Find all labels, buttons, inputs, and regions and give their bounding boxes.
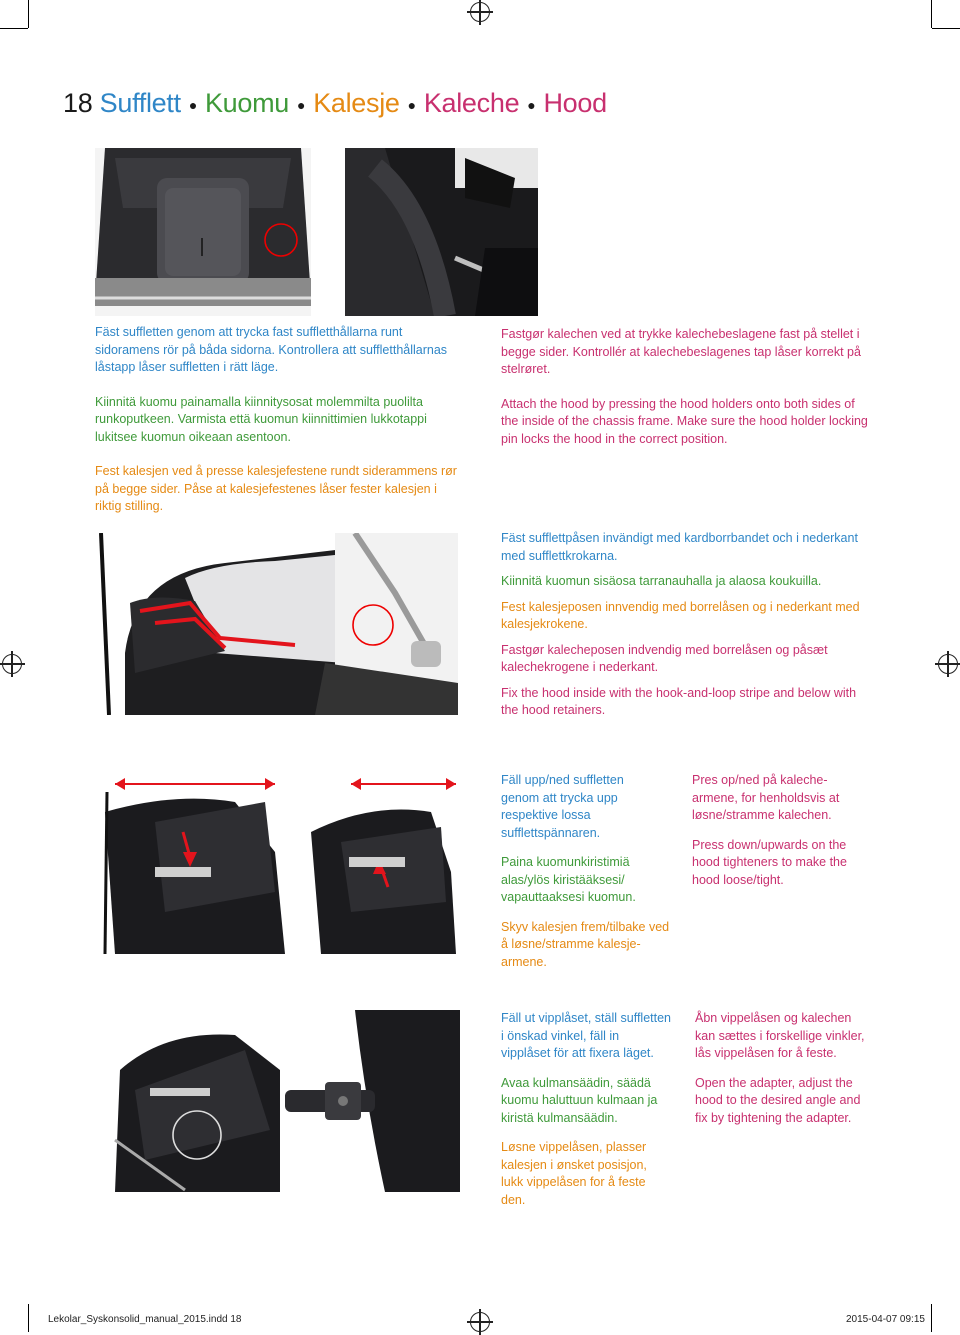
section4-en: Open the adapter, adjust the hood to the desired angle and fix by tightening the adapter. — [695, 1075, 861, 1125]
section4-fi: Avaa kulmansäädin, säädä kuomu haluttuun kulmaan ja kiristä kulmansäädin. — [501, 1075, 658, 1125]
title-sv: Sufflett — [99, 88, 181, 118]
section3-sv: Fäll upp/ned suffletten genom att trycka upp respektive lossa sufflettspännaren. — [501, 773, 624, 840]
crop-mark-bl-v — [28, 1304, 29, 1332]
crop-mark-tr-h — [932, 28, 960, 29]
section2-fi: Kiinnitä kuomun sisäosa tarranauhalla ja alaosa koukuilla. — [501, 574, 822, 588]
photo-hood-angle — [95, 1010, 285, 1192]
section3-en: Press down/upwards on the hood tighteners to make the hood loose/tight. — [692, 837, 847, 887]
photo-hood-holder-closeup — [345, 148, 538, 316]
section4-da: Åbn vippelåsen og kalechen kan sættes i forskellige vinkler, lås vippelåsen for å feste. — [695, 1011, 865, 1060]
title-no: Kalesje — [313, 88, 400, 118]
footer-file: Lekolar_Syskonsolid_manual_2015.indd 18 — [48, 1314, 242, 1325]
section2-no: Fest kalesjeposen innvendig med borrelåsen og i nederkant med kalesjekrokene. — [501, 599, 860, 631]
section3-col1-text — [501, 772, 670, 971]
section3-col2-text — [692, 772, 862, 889]
title-fi: Kuomu — [204, 88, 290, 118]
bullet-icon: ● — [407, 96, 416, 113]
section2-da: Fastgør kalecheposen indvendig med borrelåsen og påsæt kalechekrogene i nederkant. — [501, 642, 828, 674]
title-da: Kaleche — [423, 88, 520, 118]
section1-en: Attach the hood by pressing the hood holders onto both sides of the inside of the chassis frame. Make sure the hood holder locking pin locks the hood in the correct position. — [501, 396, 868, 446]
photo-hood-tightener-down — [95, 772, 291, 954]
registration-mark-icon — [2, 654, 22, 674]
section4-no: Løsne vippelåsen, plasser kalesjen i ønsket posisjon, lukk vippelåsen for å feste den. — [501, 1140, 647, 1207]
section2-en: Fix the hood inside with the hook-and-loop stripe and below with the hood retainers. — [501, 685, 857, 717]
section4-sv: Fäll ut vipplåset, ställ suffletten i önskad vinkel, fäll in vipplåset för att fixera läget. — [501, 1011, 671, 1060]
registration-mark-icon — [470, 2, 490, 22]
section1-da: Fastgør kalechen ved at trykke kalechebeslagene fast på stellet i begge sider. Kontrollér at kalechebeslagenes tap låser korrekt på stelrøret. — [501, 327, 861, 376]
section4-col2-text — [695, 1010, 873, 1127]
registration-mark-icon — [470, 1312, 490, 1332]
section4-col1-text — [501, 1010, 671, 1209]
section2-text — [501, 530, 871, 720]
crop-mark-br-v — [931, 1304, 932, 1332]
photo-adapter-closeup — [285, 1010, 460, 1192]
section1-no: Fest kalesjen ved å presse kalesjefestene rundt siderammens rør på begge sider. Påse at kalesjefestenes låser fester kalesjen i riktig stilling. — [95, 464, 457, 513]
registration-mark-icon — [938, 654, 958, 674]
photo-hood-holders-seat — [95, 148, 311, 316]
page-title — [63, 88, 607, 119]
page-number: 18 — [63, 88, 93, 118]
section1-sv: Fäst suffletten genom att trycka fast suffletthållarna runt sidoramens rör på båda sidorna. Kontrollera att suffletthållarnas låstapp låser suffletten i rätt läge. — [95, 325, 448, 374]
section3-fi: Paina kuomunkiristimiä alas/ylös kiristääksesi/ vapauttaaksesi kuomun. — [501, 855, 636, 904]
section1-fi: Kiinnitä kuomu painamalla kiinnitysosat molemmilta puolilta runkoputkeen. Varmista että kuomun kiinnittimien lukkotappi lukitsee kuomun oikeaan asentoon. — [95, 394, 427, 444]
title-en: Hood — [543, 88, 607, 118]
bullet-icon: ● — [297, 96, 306, 113]
crop-mark-tr-v — [931, 0, 932, 28]
section1-right-text — [501, 326, 871, 448]
footer-timestamp: 2015-04-07 09:15 — [846, 1314, 925, 1325]
photo-hood-bag-inside — [95, 533, 458, 715]
crop-mark-tl-v — [28, 0, 29, 28]
section3-da: Pres op/ned på kaleche-armene, for henholdsvis at løsne/stramme kalechen. — [692, 773, 840, 822]
section3-no: Skyv kalesjen frem/tilbake ved å løsne/stramme kalesje-armene. — [501, 919, 670, 969]
section2-sv: Fäst sufflettpåsen invändigt med kardborrbandet och i nederkant med sufflettkrokarna. — [501, 531, 858, 563]
bullet-icon: ● — [527, 96, 536, 113]
bullet-icon: ● — [188, 96, 197, 113]
crop-mark-tl-h — [0, 28, 28, 29]
section1-left-text — [95, 324, 465, 516]
photo-hood-tightener-up — [291, 772, 461, 954]
